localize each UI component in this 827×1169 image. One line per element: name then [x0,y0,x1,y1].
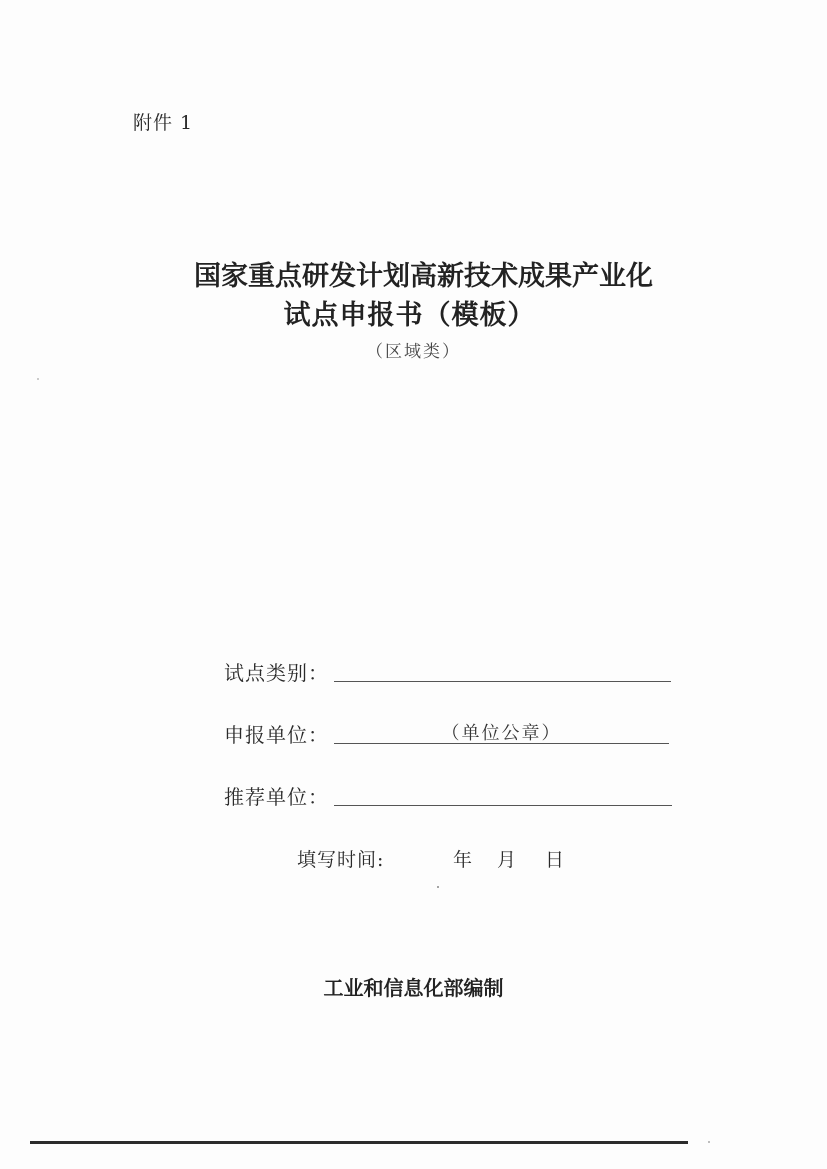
document-category: （区域类） [366,342,461,362]
field-underline-pilot-category [334,681,671,682]
compiler-footer: 工业和信息化部编制 [323,976,504,1000]
document-title-line-1: 国家重点研发计划高新技术成果产业化 [194,261,653,292]
field-underline-applicant-unit [334,743,669,744]
field-underline-recommending-unit [334,805,672,806]
field-label-recommending-unit: 推荐单位： [224,785,329,809]
bottom-rule [30,1141,688,1144]
document-title-line-2: 试点申报书（模板） [283,300,536,331]
fill-date-label: 填写时间: [297,849,385,871]
field-label-pilot-category: 试点类别： [224,661,329,685]
scan-speck [708,1141,710,1143]
fill-date-day: 日 [545,849,565,871]
attachment-label: 附件 1 [133,112,194,134]
field-value-applicant-unit: （单位公章） [441,723,562,744]
field-label-applicant-unit: 申报单位： [224,723,329,747]
fill-date [297,845,565,872]
scan-speck [37,378,39,380]
fill-date-month: 月 [497,849,517,871]
fill-date-year: 年 [453,849,473,871]
scan-speck [437,886,439,888]
